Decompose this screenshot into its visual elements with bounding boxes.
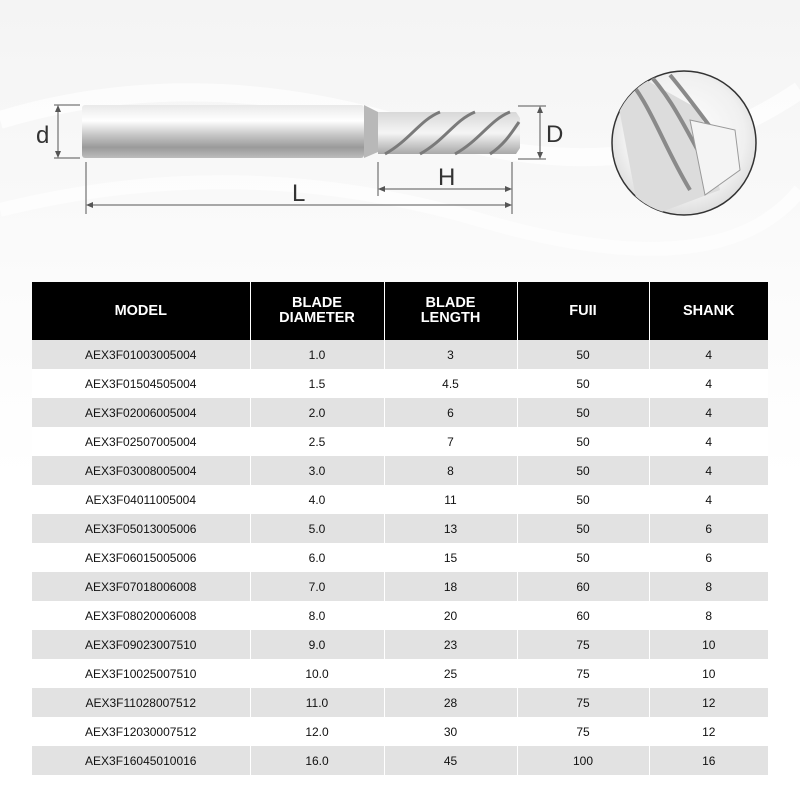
cell-blade-diameter: 2.5 — [250, 427, 384, 456]
cell-model: AEX3F01003005004 — [32, 340, 250, 369]
cell-full-length: 50 — [517, 543, 649, 572]
cell-blade-diameter: 6.0 — [250, 543, 384, 572]
table-row — [32, 485, 768, 514]
cell-full-length: 50 — [517, 340, 649, 369]
cell-model: AEX3F04011005004 — [32, 485, 250, 514]
cell-blade-length: 15 — [384, 543, 517, 572]
cell-model: AEX3F10025007510 — [32, 659, 250, 688]
cell-full-length: 50 — [517, 456, 649, 485]
header-model: MODEL — [32, 282, 250, 340]
cell-model: AEX3F09023007510 — [32, 630, 250, 659]
cell-full-length: 50 — [517, 369, 649, 398]
cell-shank: 10 — [649, 659, 768, 688]
end-mill-diagram — [0, 0, 800, 270]
cell-blade-length: 28 — [384, 688, 517, 717]
cell-blade-diameter: 11.0 — [250, 688, 384, 717]
table-row — [32, 543, 768, 572]
end-mill-drawing — [0, 0, 800, 270]
cell-blade-length: 25 — [384, 659, 517, 688]
neck — [364, 105, 378, 158]
cell-model: AEX3F08020006008 — [32, 601, 250, 630]
cell-shank: 4 — [649, 485, 768, 514]
cell-blade-diameter: 1.5 — [250, 369, 384, 398]
cell-model: AEX3F11028007512 — [32, 688, 250, 717]
cell-blade-diameter: 5.0 — [250, 514, 384, 543]
cell-blade-length: 3 — [384, 340, 517, 369]
cell-shank: 6 — [649, 514, 768, 543]
table-row — [32, 717, 768, 746]
table-row — [32, 340, 768, 369]
cell-shank: 8 — [649, 601, 768, 630]
cell-model: AEX3F03008005004 — [32, 456, 250, 485]
cell-blade-length: 30 — [384, 717, 517, 746]
cell-full-length: 60 — [517, 601, 649, 630]
cell-blade-length: 4.5 — [384, 369, 517, 398]
table-row — [32, 746, 768, 775]
cell-model: AEX3F12030007512 — [32, 717, 250, 746]
cell-blade-length: 23 — [384, 630, 517, 659]
cell-model: AEX3F16045010016 — [32, 746, 250, 775]
spec-table — [32, 282, 768, 775]
table-row — [32, 630, 768, 659]
cell-model: AEX3F02507005004 — [32, 427, 250, 456]
cell-blade-diameter: 2.0 — [250, 398, 384, 427]
cell-blade-length: 7 — [384, 427, 517, 456]
cell-blade-diameter: 9.0 — [250, 630, 384, 659]
table-row — [32, 688, 768, 717]
cell-blade-diameter: 4.0 — [250, 485, 384, 514]
cell-blade-diameter: 1.0 — [250, 340, 384, 369]
cell-model: AEX3F05013005006 — [32, 514, 250, 543]
cell-full-length: 75 — [517, 688, 649, 717]
cell-blade-diameter: 8.0 — [250, 601, 384, 630]
header-full-length: FUII — [517, 282, 649, 340]
cell-full-length: 100 — [517, 746, 649, 775]
cell-blade-length: 45 — [384, 746, 517, 775]
cell-model: AEX3F01504505004 — [32, 369, 250, 398]
table-header-row — [32, 282, 768, 340]
cell-full-length: 75 — [517, 659, 649, 688]
cell-shank: 4 — [649, 369, 768, 398]
table-row — [32, 601, 768, 630]
cell-model: AEX3F02006005004 — [32, 398, 250, 427]
table-row — [32, 369, 768, 398]
table-row — [32, 456, 768, 485]
cell-full-length: 50 — [517, 485, 649, 514]
cell-shank: 8 — [649, 572, 768, 601]
cell-model: AEX3F06015005006 — [32, 543, 250, 572]
cell-blade-length: 18 — [384, 572, 517, 601]
cell-blade-length: 6 — [384, 398, 517, 427]
header-blade-length: BLADE LENGTH — [384, 282, 517, 340]
table-row — [32, 659, 768, 688]
cell-shank: 12 — [649, 688, 768, 717]
shank — [82, 105, 364, 158]
cell-blade-diameter: 12.0 — [250, 717, 384, 746]
cell-shank: 16 — [649, 746, 768, 775]
cell-blade-length: 13 — [384, 514, 517, 543]
total-length-label: L — [292, 180, 306, 207]
cell-blade-diameter: 3.0 — [250, 456, 384, 485]
cell-full-length: 50 — [517, 398, 649, 427]
shank-diameter-label: d — [36, 122, 50, 149]
cell-blade-diameter: 10.0 — [250, 659, 384, 688]
blade-length-label: H — [438, 164, 456, 191]
cell-full-length: 50 — [517, 427, 649, 456]
cell-model: AEX3F07018006008 — [32, 572, 250, 601]
cell-blade-length: 11 — [384, 485, 517, 514]
table-row — [32, 427, 768, 456]
header-blade-diameter: BLADE DIAMETER — [250, 282, 384, 340]
blade-diameter-label: D — [546, 121, 564, 148]
cell-shank: 12 — [649, 717, 768, 746]
cell-blade-diameter: 7.0 — [250, 572, 384, 601]
table-row — [32, 398, 768, 427]
cell-blade-length: 20 — [384, 601, 517, 630]
cell-shank: 4 — [649, 340, 768, 369]
cell-blade-length: 8 — [384, 456, 517, 485]
table-row — [32, 572, 768, 601]
cell-shank: 6 — [649, 543, 768, 572]
cell-full-length: 60 — [517, 572, 649, 601]
cell-full-length: 75 — [517, 630, 649, 659]
cell-full-length: 75 — [517, 717, 649, 746]
cell-shank: 10 — [649, 630, 768, 659]
cell-blade-diameter: 16.0 — [250, 746, 384, 775]
table-row — [32, 514, 768, 543]
cell-shank: 4 — [649, 456, 768, 485]
cell-shank: 4 — [649, 398, 768, 427]
header-shank: SHANK — [649, 282, 768, 340]
cell-shank: 4 — [649, 427, 768, 456]
cell-full-length: 50 — [517, 514, 649, 543]
